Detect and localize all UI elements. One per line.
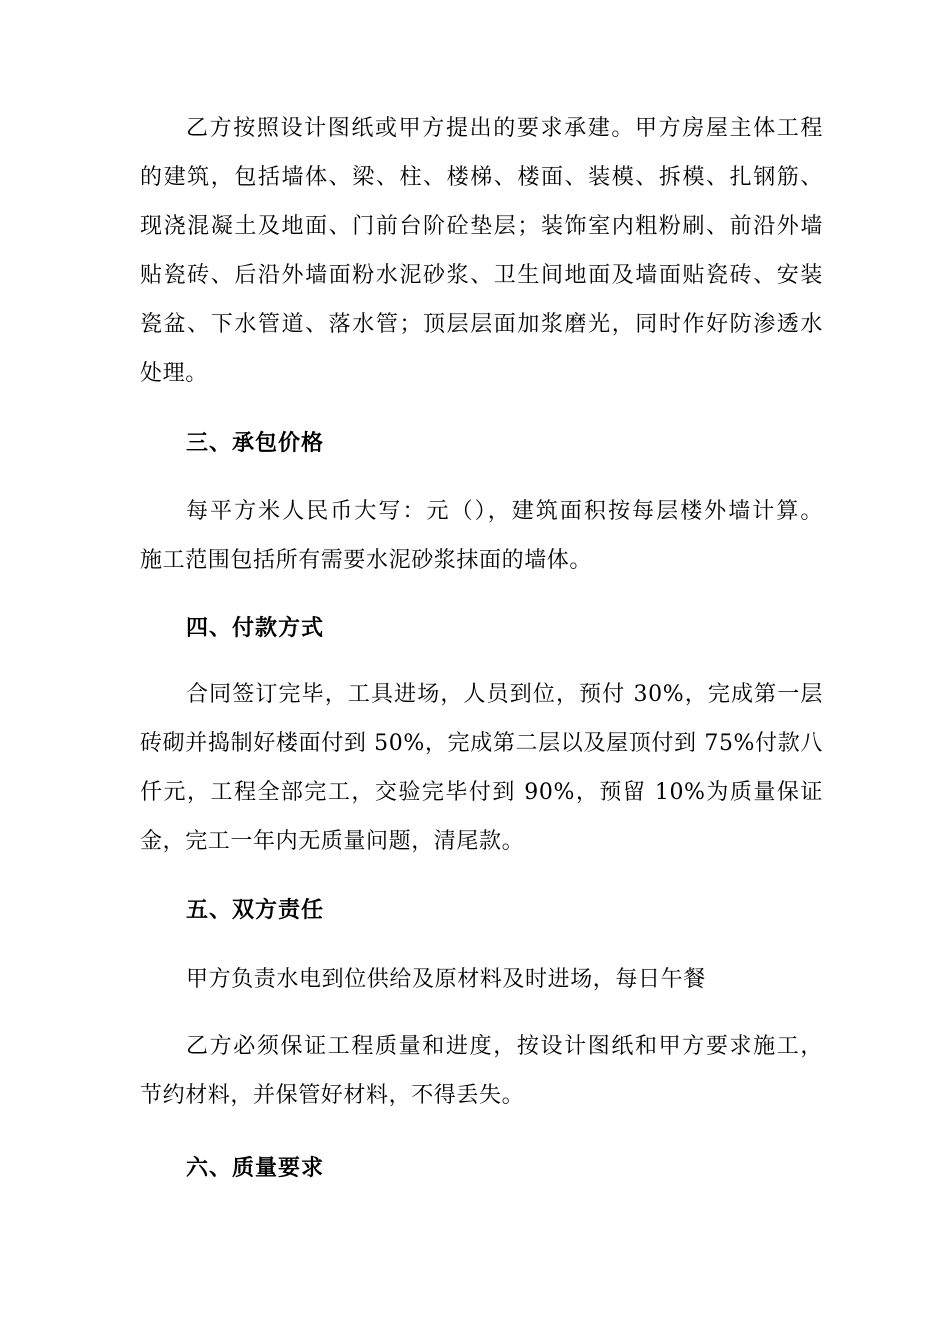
text-line: 金，完工一年内无质量问题，清尾款。 xyxy=(140,829,525,854)
heading-contract-price: 三、承包价格 xyxy=(186,430,325,456)
paragraph-party-a-duties xyxy=(140,955,823,1004)
heading-quality-requirements: 六、质量要求 xyxy=(186,1155,325,1181)
paragraph-contract-price xyxy=(140,487,823,585)
text-line: 现浇混凝土及地面、门前台阶砼垫层；装饰室内粗粉刷、前沿外墙 xyxy=(140,214,823,239)
text-line: 瓷盆、下水管道、落水管；顶层层面加浆磨光，同时作好防渗透水 xyxy=(140,312,823,337)
text-line: 乙方必须保证工程质量和进度，按设计图纸和甲方要求施工， xyxy=(186,1034,823,1059)
text-line: 乙方按照设计图纸或甲方提出的要求承建。甲方房屋主体工程 xyxy=(186,116,823,141)
text-line: 仟元，工程全部完工，交验完毕付到 90%，预留 10%为质量保证 xyxy=(140,780,823,805)
heading-payment-method: 四、付款方式 xyxy=(186,615,325,641)
text-line: 节约材料，并保管好材料，不得丢失。 xyxy=(140,1083,525,1108)
text-line: 处理。 xyxy=(140,361,208,386)
paragraph-party-b-duties xyxy=(140,1022,823,1120)
paragraph-scope-of-work xyxy=(140,104,823,398)
text-line: 砖砌并捣制好楼面付到 50%，完成第二层以及屋顶付到 75%付款八 xyxy=(140,731,823,756)
text-line: 的建筑，包括墙体、梁、柱、楼梯、楼面、装模、拆模、扎钢筋、 xyxy=(140,165,823,190)
text-line: 合同签订完毕，工具进场，人员到位，预付 30%，完成第一层 xyxy=(186,682,823,707)
heading-responsibilities: 五、双方责任 xyxy=(186,897,325,923)
text-line: 每平方米人民币大写：元（），建筑面积按每层楼外墙计算。 xyxy=(186,499,823,524)
paragraph-payment-method xyxy=(140,670,823,866)
text-line: 甲方负责水电到位供给及原材料及时进场，每日午餐 xyxy=(186,967,706,992)
text-line: 施工范围包括所有需要水泥砂浆抹面的墙体。 xyxy=(140,548,593,573)
text-line: 贴瓷砖、后沿外墙面粉水泥砂浆、卫生间地面及墙面贴瓷砖、安装 xyxy=(140,263,823,288)
